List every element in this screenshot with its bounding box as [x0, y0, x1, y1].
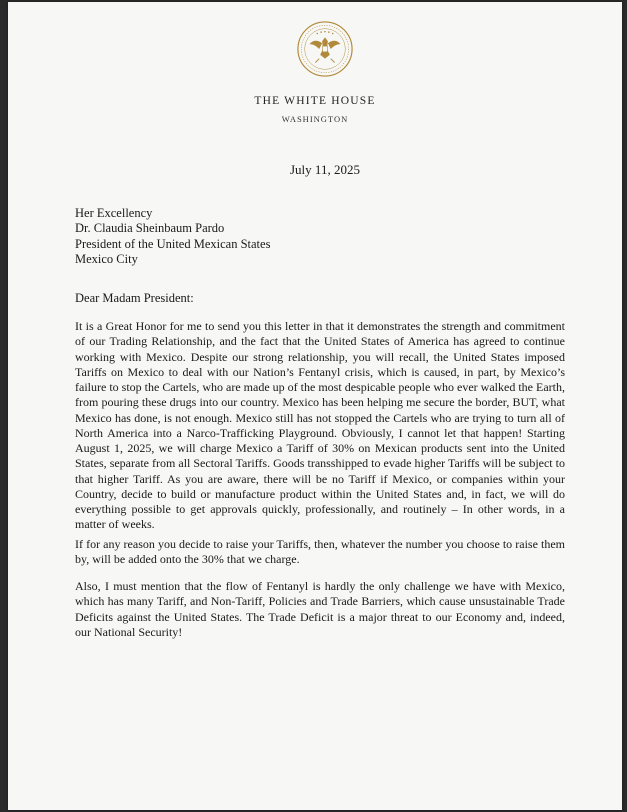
recipient-address: [75, 206, 270, 267]
letterhead-title: THE WHITE HOUSE: [254, 95, 376, 107]
letter-page: [8, 2, 622, 810]
letter-date: July 11, 2025: [290, 162, 360, 177]
body-paragraph: If for any reason you decide to raise your Tariffs, then, whatever the number you choose to raise them by, will be added onto the 30% that we charge.: [75, 537, 565, 567]
letterhead-subtitle: WASHINGTON: [281, 114, 349, 124]
recipient-line: Dr. Claudia Sheinbaum Pardo: [75, 221, 225, 236]
salutation: Dear Madam President:: [75, 291, 194, 305]
recipient-line: Mexico City: [75, 251, 138, 266]
presidential-seal-icon: [296, 20, 354, 78]
recipient-line: Her Excellency: [75, 206, 153, 220]
body-paragraph: It is a Great Honor for me to send you this letter in that it demonstrates the strength and commitment of our Trading Relationship, and the fact that the United States of America has agreed to continue working with Mexico. Despite our strong relationship, you will recall, the United States imposed Tariffs on Mexico to deal with our Nation’s Fentanyl crisis, which is caused, in part, by Mexico’s failure to stop the Cartels, who are made up of the most despicable people who ever walked the Earth, from pouring these drugs into our country. Mexico has been helping me secure the border, BUT, what Mexico has done, is not enough. Mexico still has not stopped the Cartels who are trying to turn all of North America into a Narco-Trafficking Playground. Obviously, I cannot let that happen! Starting August 1, 2025, we will charge Mexico a Tariff of 30% on Mexican products sent into the United States, separate from all Sectoral Tariffs. Goods transshipped to evade higher Tariffs will be subject to that higher Tariff. As you are aware, there will be no Tariff if Mexico, or companies within your Country, decide to build or manufacture product within the United States and, in fact, we will do everything possible to get approvals quickly, professionally, and routinely – In other words, in a matter of weeks.: [75, 319, 565, 532]
body-paragraph: Also, I must mention that the flow of Fentanyl is hardly the only challenge we have with Mexico, which has many Tariff, and Non-Tariff, Policies and Trade Barriers, which cause unsustainable Trade Deficits against the United States. The Trade Deficit is a major threat to our Economy and, indeed, our National Security!: [75, 579, 565, 639]
recipient-line: President of the United Mexican States: [75, 236, 271, 251]
